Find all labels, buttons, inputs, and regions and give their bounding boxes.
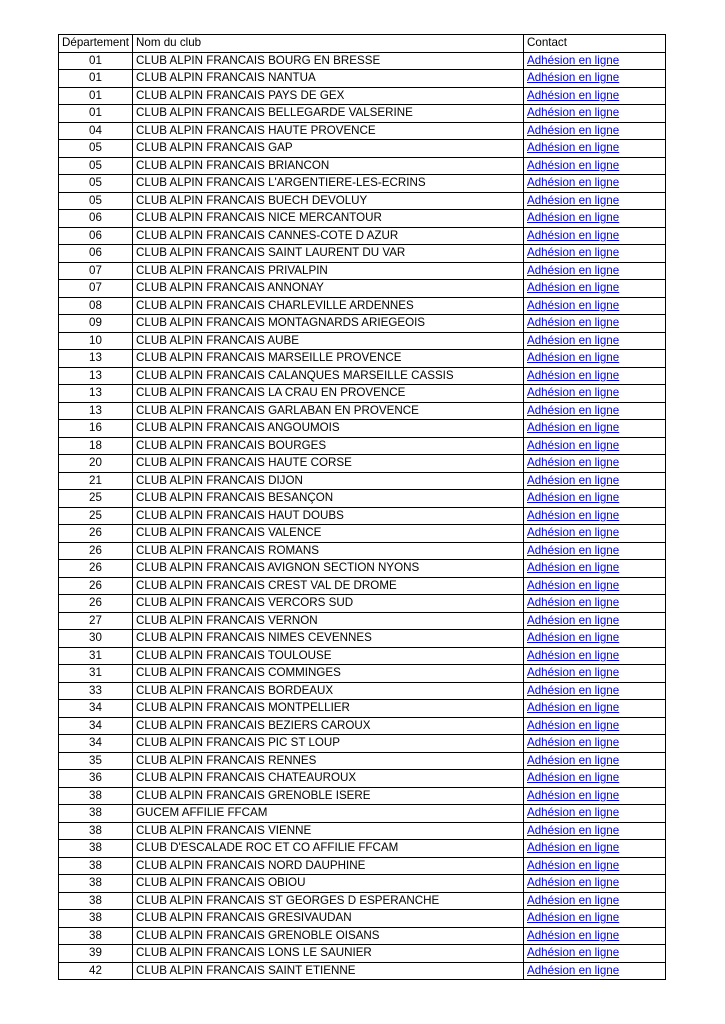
table-row (59, 700, 666, 718)
table-row (59, 175, 666, 193)
adhesion-en-ligne-link[interactable]: Adhésion en ligne (527, 71, 620, 84)
contact-cell (524, 350, 666, 368)
contact-cell (524, 140, 666, 158)
departement-cell: 01 (59, 52, 133, 70)
adhesion-en-ligne-link[interactable]: Adhésion en ligne (527, 123, 620, 137)
club-name-cell: CLUB ALPIN FRANCAIS GRENOBLE OISANS (133, 927, 524, 945)
adhesion-en-ligne-link[interactable]: Adhésion en ligne (527, 753, 620, 767)
adhesion-en-ligne-link[interactable]: Adhésion en ligne (527, 631, 620, 644)
departement-cell: 34 (59, 717, 133, 735)
departement-cell: 05 (59, 175, 133, 193)
contact-cell (524, 280, 666, 298)
contact-cell (524, 105, 666, 123)
table-row (59, 892, 666, 910)
club-name-cell: CLUB ALPIN FRANCAIS ANGOUMOIS (133, 420, 524, 438)
adhesion-en-ligne-link[interactable]: Adhésion en ligne (527, 736, 620, 749)
departement-cell: 09 (59, 315, 133, 333)
departement-cell: 38 (59, 910, 133, 928)
club-name-cell: CLUB ALPIN FRANCAIS NICE MERCANTOUR (133, 210, 524, 228)
table-row (59, 122, 666, 140)
club-name-cell: CLUB ALPIN FRANCAIS HAUT DOUBS (133, 507, 524, 525)
club-name-cell: CLUB ALPIN FRANCAIS BOURG EN BRESSE (133, 52, 524, 70)
departement-cell: 13 (59, 350, 133, 368)
contact-cell (524, 122, 666, 140)
club-name-cell: CLUB ALPIN FRANCAIS CREST VAL DE DROME (133, 577, 524, 595)
departement-cell: 01 (59, 70, 133, 88)
contact-cell (524, 787, 666, 805)
adhesion-en-ligne-link[interactable]: Adhésion en ligne (527, 316, 620, 329)
club-name-cell: CLUB ALPIN FRANCAIS BEZIERS CAROUX (133, 717, 524, 735)
adhesion-en-ligne-link[interactable]: Adhésion en ligne (527, 281, 620, 294)
header-contact: Contact (524, 35, 666, 53)
contact-cell (524, 805, 666, 823)
contact-cell (524, 332, 666, 350)
table-row (59, 840, 666, 858)
table-row (59, 647, 666, 665)
club-name-cell: CLUB ALPIN FRANCAIS BORDEAUX (133, 682, 524, 700)
adhesion-en-ligne-link[interactable]: Adhésion en ligne (527, 333, 620, 347)
club-name-cell: GUCEM AFFILIE FFCAM (133, 805, 524, 823)
club-name-cell: CLUB ALPIN FRANCAIS PAYS DE GEX (133, 87, 524, 105)
club-name-cell: CLUB ALPIN FRANCAIS HAUTE PROVENCE (133, 122, 524, 140)
table-row (59, 420, 666, 438)
club-name-cell: CLUB ALPIN FRANCAIS CHARLEVILLE ARDENNES (133, 297, 524, 315)
departement-cell: 05 (59, 157, 133, 175)
club-name-cell: CLUB ALPIN FRANCAIS GRENOBLE ISERE (133, 787, 524, 805)
adhesion-en-ligne-link[interactable]: Adhésion en ligne (527, 351, 620, 364)
club-name-cell: CLUB ALPIN FRANCAIS BELLEGARDE VALSERINE (133, 105, 524, 123)
contact-cell (524, 437, 666, 455)
club-name-cell: CLUB ALPIN FRANCAIS AUBE (133, 332, 524, 350)
contact-cell (524, 192, 666, 210)
departement-cell: 13 (59, 385, 133, 403)
adhesion-en-ligne-link[interactable]: Adhésion en ligne (527, 141, 620, 154)
departement-cell: 06 (59, 210, 133, 228)
adhesion-en-ligne-link[interactable]: Adhésion en ligne (527, 666, 620, 679)
adhesion-en-ligne-link[interactable]: Adhésion en ligne (527, 176, 620, 189)
adhesion-en-ligne-link[interactable]: Adhésion en ligne (527, 683, 620, 697)
departement-cell: 05 (59, 192, 133, 210)
contact-cell (524, 402, 666, 420)
contact-cell (524, 52, 666, 70)
club-name-cell: CLUB ALPIN FRANCAIS HAUTE CORSE (133, 455, 524, 473)
contact-cell (524, 700, 666, 718)
adhesion-en-ligne-link[interactable]: Adhésion en ligne (527, 578, 620, 592)
table-row (59, 367, 666, 385)
club-name-cell: CLUB ALPIN FRANCAIS PIC ST LOUP (133, 735, 524, 753)
club-name-cell: CLUB ALPIN FRANCAIS MARSEILLE PROVENCE (133, 350, 524, 368)
club-name-cell: CLUB ALPIN FRANCAIS GRESIVAUDAN (133, 910, 524, 928)
club-name-cell: CLUB ALPIN FRANCAIS VALENCE (133, 525, 524, 543)
departement-cell: 38 (59, 805, 133, 823)
table-row (59, 227, 666, 245)
table-row (59, 87, 666, 105)
table-row (59, 577, 666, 595)
adhesion-en-ligne-link[interactable]: Adhésion en ligne (527, 368, 620, 382)
departement-cell: 38 (59, 857, 133, 875)
table-row (59, 805, 666, 823)
departement-cell: 26 (59, 560, 133, 578)
table-row (59, 630, 666, 648)
club-name-cell: CLUB ALPIN FRANCAIS CHATEAUROUX (133, 770, 524, 788)
adhesion-en-ligne-link[interactable]: Adhésion en ligne (527, 701, 620, 714)
departement-cell: 21 (59, 472, 133, 490)
club-name-cell: CLUB ALPIN FRANCAIS GAP (133, 140, 524, 158)
departement-cell: 07 (59, 262, 133, 280)
club-name-cell: CLUB ALPIN FRANCAIS DIJON (133, 472, 524, 490)
departement-cell: 13 (59, 367, 133, 385)
contact-cell (524, 595, 666, 613)
contact-cell (524, 857, 666, 875)
club-name-cell: CLUB ALPIN FRANCAIS NORD DAUPHINE (133, 857, 524, 875)
club-name-cell: CLUB ALPIN FRANCAIS SAINT ETIENNE (133, 962, 524, 980)
club-name-cell: CLUB ALPIN FRANCAIS BUECH DEVOLUY (133, 192, 524, 210)
club-name-cell: CLUB D'ESCALADE ROC ET CO AFFILIE FFCAM (133, 840, 524, 858)
adhesion-en-ligne-link[interactable]: Adhésion en ligne (527, 561, 620, 574)
club-name-cell: CLUB ALPIN FRANCAIS VERNON (133, 612, 524, 630)
club-name-cell: CLUB ALPIN FRANCAIS BESANÇON (133, 490, 524, 508)
departement-cell: 34 (59, 735, 133, 753)
club-name-cell: CLUB ALPIN FRANCAIS ST GEORGES D ESPERANCHE (133, 892, 524, 910)
contact-cell (524, 927, 666, 945)
adhesion-en-ligne-link[interactable]: Adhésion en ligne (527, 648, 620, 662)
adhesion-en-ligne-link[interactable]: Adhésion en ligne (527, 823, 620, 837)
adhesion-en-ligne-link[interactable]: Adhésion en ligne (527, 228, 620, 242)
adhesion-en-ligne-link[interactable]: Adhésion en ligne (527, 841, 620, 854)
contact-cell (524, 227, 666, 245)
club-name-cell: CLUB ALPIN FRANCAIS VIENNE (133, 822, 524, 840)
contact-cell (524, 752, 666, 770)
departement-cell: 01 (59, 105, 133, 123)
contact-cell (524, 210, 666, 228)
table-row (59, 910, 666, 928)
departement-cell: 38 (59, 875, 133, 893)
contact-cell (524, 840, 666, 858)
club-name-cell: CLUB ALPIN FRANCAIS BOURGES (133, 437, 524, 455)
adhesion-en-ligne-link[interactable]: Adhésion en ligne (527, 106, 620, 119)
table-row (59, 297, 666, 315)
club-name-cell: CLUB ALPIN FRANCAIS BRIANCON (133, 157, 524, 175)
table-row (59, 105, 666, 123)
club-name-cell: CLUB ALPIN FRANCAIS LA CRAU EN PROVENCE (133, 385, 524, 403)
contact-cell (524, 682, 666, 700)
table-row (59, 682, 666, 700)
adhesion-en-ligne-link[interactable]: Adhésion en ligne (527, 596, 620, 609)
table-row (59, 822, 666, 840)
table-row (59, 735, 666, 753)
adhesion-en-ligne-link[interactable]: Adhésion en ligne (527, 946, 620, 959)
departement-cell: 13 (59, 402, 133, 420)
contact-cell (524, 647, 666, 665)
departement-cell: 26 (59, 525, 133, 543)
departement-cell: 26 (59, 595, 133, 613)
adhesion-en-ligne-link[interactable]: Adhésion en ligne (527, 771, 620, 784)
clubs-table (58, 34, 666, 980)
adhesion-en-ligne-link[interactable]: Adhésion en ligne (527, 613, 620, 627)
table-row (59, 787, 666, 805)
adhesion-en-ligne-link[interactable]: Adhésion en ligne (527, 806, 620, 819)
departement-cell: 38 (59, 822, 133, 840)
club-name-cell: CLUB ALPIN FRANCAIS RENNES (133, 752, 524, 770)
contact-cell (524, 560, 666, 578)
adhesion-en-ligne-link[interactable]: Adhésion en ligne (527, 246, 620, 259)
table-row (59, 595, 666, 613)
header-departement: Département (59, 35, 133, 53)
adhesion-en-ligne-link[interactable]: Adhésion en ligne (527, 298, 620, 312)
departement-cell: 42 (59, 962, 133, 980)
contact-cell (524, 525, 666, 543)
departement-cell: 36 (59, 770, 133, 788)
contact-cell (524, 612, 666, 630)
table-row (59, 490, 666, 508)
departement-cell: 01 (59, 87, 133, 105)
contact-cell (524, 507, 666, 525)
header-row (59, 35, 666, 53)
departement-cell: 38 (59, 840, 133, 858)
table-row (59, 385, 666, 403)
club-name-cell: CLUB ALPIN FRANCAIS L'ARGENTIERE-LES-ECRINS (133, 175, 524, 193)
departement-cell: 16 (59, 420, 133, 438)
departement-cell: 38 (59, 892, 133, 910)
table-row (59, 455, 666, 473)
departement-cell: 10 (59, 332, 133, 350)
adhesion-en-ligne-link[interactable]: Adhésion en ligne (527, 438, 620, 452)
contact-cell (524, 262, 666, 280)
departement-cell: 35 (59, 752, 133, 770)
departement-cell: 25 (59, 507, 133, 525)
contact-cell (524, 70, 666, 88)
club-name-cell: CLUB ALPIN FRANCAIS MONTAGNARDS ARIEGEOIS (133, 315, 524, 333)
contact-cell (524, 542, 666, 560)
table-row (59, 157, 666, 175)
adhesion-en-ligne-link[interactable]: Adhésion en ligne (527, 193, 620, 207)
club-name-cell: CLUB ALPIN FRANCAIS PRIVALPIN (133, 262, 524, 280)
departement-cell: 27 (59, 612, 133, 630)
table-row (59, 70, 666, 88)
departement-cell: 07 (59, 280, 133, 298)
club-name-cell: CLUB ALPIN FRANCAIS LONS LE SAUNIER (133, 945, 524, 963)
contact-cell (524, 420, 666, 438)
contact-cell (524, 945, 666, 963)
table-row (59, 437, 666, 455)
club-name-cell: CLUB ALPIN FRANCAIS CANNES-COTE D AZUR (133, 227, 524, 245)
table-row (59, 52, 666, 70)
contact-cell (524, 665, 666, 683)
adhesion-en-ligne-link[interactable]: Adhésion en ligne (527, 473, 620, 487)
adhesion-en-ligne-link[interactable]: Adhésion en ligne (527, 386, 620, 399)
club-name-cell: CLUB ALPIN FRANCAIS TOULOUSE (133, 647, 524, 665)
adhesion-en-ligne-link[interactable]: Adhésion en ligne (527, 543, 620, 557)
table-row (59, 315, 666, 333)
table-row (59, 542, 666, 560)
adhesion-en-ligne-link[interactable]: Adhésion en ligne (527, 53, 620, 67)
table-row (59, 770, 666, 788)
departement-cell: 26 (59, 542, 133, 560)
adhesion-en-ligne-link[interactable]: Adhésion en ligne (527, 88, 620, 102)
departement-cell: 34 (59, 700, 133, 718)
departement-cell: 20 (59, 455, 133, 473)
club-name-cell: CLUB ALPIN FRANCAIS VERCORS SUD (133, 595, 524, 613)
club-name-cell: CLUB ALPIN FRANCAIS GARLABAN EN PROVENCE (133, 402, 524, 420)
table-row (59, 717, 666, 735)
table-row (59, 262, 666, 280)
table-row (59, 927, 666, 945)
contact-cell (524, 577, 666, 595)
adhesion-en-ligne-link[interactable]: Adhésion en ligne (527, 911, 620, 924)
contact-cell (524, 822, 666, 840)
contact-cell (524, 910, 666, 928)
contact-cell (524, 455, 666, 473)
adhesion-en-ligne-link[interactable]: Adhésion en ligne (527, 928, 620, 942)
contact-cell (524, 175, 666, 193)
club-name-cell: CLUB ALPIN FRANCAIS MONTPELLIER (133, 700, 524, 718)
adhesion-en-ligne-link[interactable]: Adhésion en ligne (527, 876, 620, 889)
club-name-cell: CLUB ALPIN FRANCAIS CALANQUES MARSEILLE CASSIS (133, 367, 524, 385)
contact-cell (524, 875, 666, 893)
departement-cell: 25 (59, 490, 133, 508)
contact-cell (524, 245, 666, 263)
adhesion-en-ligne-link[interactable]: Adhésion en ligne (527, 491, 620, 504)
contact-cell (524, 892, 666, 910)
adhesion-en-ligne-link[interactable]: Adhésion en ligne (527, 263, 620, 277)
contact-cell (524, 315, 666, 333)
adhesion-en-ligne-link[interactable]: Adhésion en ligne (527, 963, 620, 977)
club-name-cell: CLUB ALPIN FRANCAIS ANNONAY (133, 280, 524, 298)
table-row (59, 962, 666, 980)
table-row (59, 525, 666, 543)
departement-cell: 26 (59, 577, 133, 595)
table-row (59, 332, 666, 350)
contact-cell (524, 735, 666, 753)
table-row (59, 245, 666, 263)
adhesion-en-ligne-link[interactable]: Adhésion en ligne (527, 526, 620, 539)
club-name-cell: CLUB ALPIN FRANCAIS OBIOU (133, 875, 524, 893)
table-row (59, 280, 666, 298)
adhesion-en-ligne-link[interactable]: Adhésion en ligne (527, 403, 620, 417)
adhesion-en-ligne-link[interactable]: Adhésion en ligne (527, 158, 620, 172)
table-row (59, 402, 666, 420)
adhesion-en-ligne-link[interactable]: Adhésion en ligne (527, 858, 620, 872)
table-row (59, 752, 666, 770)
departement-cell: 08 (59, 297, 133, 315)
contact-cell (524, 385, 666, 403)
adhesion-en-ligne-link[interactable]: Adhésion en ligne (527, 893, 620, 907)
adhesion-en-ligne-link[interactable]: Adhésion en ligne (527, 421, 620, 434)
contact-cell (524, 157, 666, 175)
table-row (59, 140, 666, 158)
table-row (59, 507, 666, 525)
contact-cell (524, 472, 666, 490)
contact-cell (524, 630, 666, 648)
contact-cell (524, 490, 666, 508)
club-name-cell: CLUB ALPIN FRANCAIS AVIGNON SECTION NYONS (133, 560, 524, 578)
table-row (59, 945, 666, 963)
club-name-cell: CLUB ALPIN FRANCAIS SAINT LAURENT DU VAR (133, 245, 524, 263)
departement-cell: 39 (59, 945, 133, 963)
club-name-cell: CLUB ALPIN FRANCAIS COMMINGES (133, 665, 524, 683)
club-name-cell: CLUB ALPIN FRANCAIS ROMANS (133, 542, 524, 560)
header-nom-du-club: Nom du club (133, 35, 524, 53)
table-row (59, 875, 666, 893)
contact-cell (524, 87, 666, 105)
departement-cell: 30 (59, 630, 133, 648)
adhesion-en-ligne-link[interactable]: Adhésion en ligne (527, 211, 620, 224)
contact-cell (524, 770, 666, 788)
table-row (59, 192, 666, 210)
table-row (59, 210, 666, 228)
adhesion-en-ligne-link[interactable]: Adhésion en ligne (527, 456, 620, 469)
contact-cell (524, 297, 666, 315)
table-row (59, 560, 666, 578)
adhesion-en-ligne-link[interactable]: Adhésion en ligne (527, 788, 620, 802)
club-name-cell: CLUB ALPIN FRANCAIS NIMES CEVENNES (133, 630, 524, 648)
table-row (59, 857, 666, 875)
adhesion-en-ligne-link[interactable]: Adhésion en ligne (527, 508, 620, 522)
departement-cell: 38 (59, 927, 133, 945)
departement-cell: 18 (59, 437, 133, 455)
departement-cell: 06 (59, 227, 133, 245)
table-row (59, 665, 666, 683)
table-row (59, 350, 666, 368)
contact-cell (524, 717, 666, 735)
departement-cell: 31 (59, 665, 133, 683)
departement-cell: 33 (59, 682, 133, 700)
departement-cell: 38 (59, 787, 133, 805)
contact-cell (524, 367, 666, 385)
table-row (59, 612, 666, 630)
departement-cell: 06 (59, 245, 133, 263)
table-row (59, 472, 666, 490)
departement-cell: 31 (59, 647, 133, 665)
contact-cell (524, 962, 666, 980)
club-name-cell: CLUB ALPIN FRANCAIS NANTUA (133, 70, 524, 88)
departement-cell: 04 (59, 122, 133, 140)
adhesion-en-ligne-link[interactable]: Adhésion en ligne (527, 718, 620, 732)
departement-cell: 05 (59, 140, 133, 158)
